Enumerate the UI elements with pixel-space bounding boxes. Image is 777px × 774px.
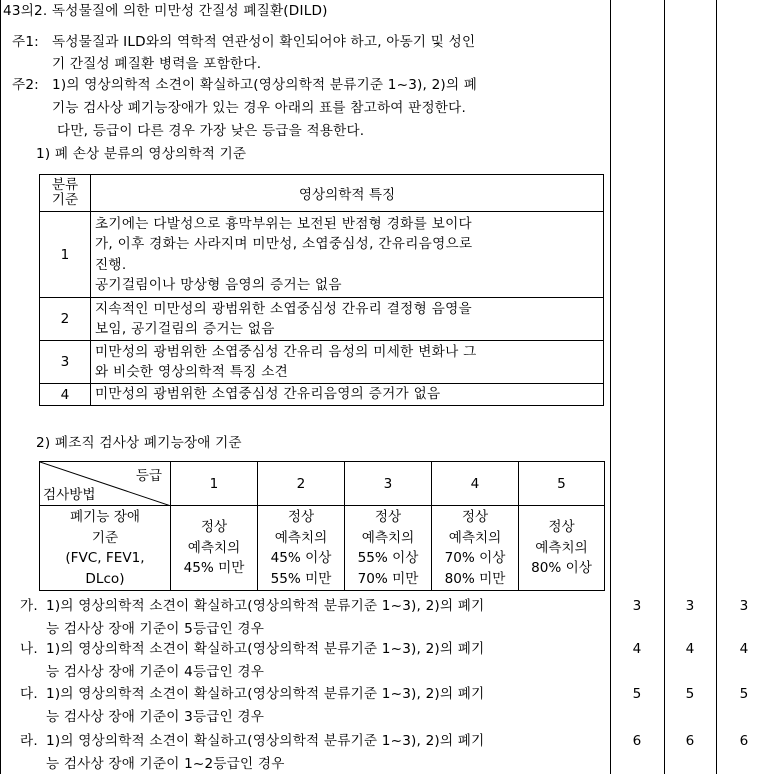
description-cell (91, 384, 604, 406)
row-label-cell (40, 506, 171, 591)
item-text-line: 능 검사상 장애 기준이 3등급인 경우 (46, 709, 265, 725)
criteria-line: 45% 이상 (270, 550, 332, 566)
criteria-row (40, 506, 605, 591)
item-text-line: 1)의 영상의학적 소견이 확실하고(영상의학적 분류기준 1~3), 2)의 폐기 (46, 641, 485, 657)
description-cell (91, 341, 604, 384)
description-line: 미만성의 광범위한 소엽중심성 간유리음영의 증거가 없음 (95, 386, 441, 403)
item-label: 가. (20, 598, 38, 614)
criteria-line: 정상 (200, 519, 228, 536)
header-text: 분류 (51, 177, 79, 193)
item-value: 3 (632, 598, 642, 614)
left-border (0, 0, 1, 774)
item-label: 다. (20, 686, 38, 702)
criteria-cell (171, 506, 258, 591)
note1-line: 기 간질성 폐질환 병력을 포함한다. (52, 56, 262, 72)
item-text-line: 능 검사상 장애 기준이 4등급인 경우 (46, 664, 265, 680)
criteria-cell (519, 506, 605, 591)
column-divider-3 (716, 0, 717, 774)
criteria-line: 예측치의 (187, 539, 241, 556)
note1-label: 주1: (12, 34, 39, 50)
criteria-line: 예측치의 (535, 539, 588, 556)
item-label: 라. (20, 733, 38, 749)
criteria-line: 70% 이상 (444, 550, 506, 566)
section1-title: 1) 폐 손상 분류의 영상의학적 기준 (36, 146, 247, 162)
criteria-line: 80% 이상 (531, 560, 592, 577)
note2-line: 다만, 등급이 다른 경우 가장 낮은 등급을 적용한다. (57, 123, 365, 139)
description-line: 초기에는 다발성으로 흉막부위는 보전된 반점형 경화를 보이다 (95, 215, 472, 232)
description-line: 미만성의 광범위한 소엽중심성 간유리 음성의 미세한 변화나 그 (95, 343, 477, 360)
criteria-cell (258, 506, 345, 591)
table-row (40, 341, 604, 384)
row-label-line: 폐기능 장애 (70, 509, 140, 525)
table-row (40, 212, 604, 298)
corner-grade-label: 등급 (135, 468, 162, 484)
criteria-line: 정상 (287, 509, 315, 525)
criteria-line: 45% 미만 (183, 560, 245, 577)
criteria-line: 55% 이상 (357, 550, 419, 566)
item-text-line: 능 검사상 장애 기준이 5등급인 경우 (46, 621, 265, 637)
description-cell (91, 298, 604, 341)
column-divider-1 (610, 0, 611, 774)
note2-line: 기능 검사상 폐기능장애가 있는 경우 아래의 표를 참고하여 판정한다. (52, 100, 466, 116)
row-label-line: 기준 (91, 529, 119, 546)
row-label-line: DLco) (85, 570, 125, 587)
note2-label: 주2: (12, 77, 39, 93)
radiology-criteria-table (39, 174, 604, 406)
item-value: 6 (739, 733, 749, 749)
grade-header: 5 (519, 462, 605, 506)
header-features: 영상의학적 특징 (91, 175, 604, 212)
description-line: 보임, 공기걸림의 증거는 없음 (95, 321, 275, 337)
table-row (40, 384, 604, 406)
item-value: 4 (739, 641, 749, 657)
item-value: 5 (632, 686, 642, 702)
description-line: 진행. (95, 256, 127, 273)
row-label-line: (FVC, FEV1, (65, 550, 145, 566)
diagonal-corner-cell (40, 462, 171, 506)
item-value: 4 (632, 641, 642, 657)
item-value: 4 (685, 641, 695, 657)
grade-header-row (40, 462, 605, 506)
note2-line: 1)의 영상의학적 소견이 확실하고(영상의학적 분류기준 1~3), 2)의 폐 (52, 77, 478, 93)
criteria-line: 80% 미만 (444, 570, 506, 587)
item-value: 5 (685, 686, 695, 702)
criteria-line: 정상 (374, 509, 402, 525)
lung-function-table (39, 461, 605, 591)
section2-title: 2) 폐조직 검사상 폐기능장애 기준 (36, 435, 242, 451)
grade-header: 1 (171, 462, 258, 506)
item-value: 5 (739, 686, 749, 702)
table-row (40, 298, 604, 341)
grade-header: 3 (345, 462, 432, 506)
criteria-line: 예측치의 (361, 529, 415, 546)
item-value: 3 (739, 598, 749, 614)
criteria-line: 70% 미만 (357, 570, 419, 587)
criteria-line: 예측치의 (274, 529, 328, 546)
item-label: 나. (20, 641, 38, 657)
grade-cell: 3 (40, 341, 91, 384)
item-text-line: 1)의 영상의학적 소견이 확실하고(영상의학적 분류기준 1~3), 2)의 폐기 (46, 686, 485, 702)
description-line: 와 비슷한 영상의학적 특징 소견 (95, 364, 289, 380)
criteria-line: 정상 (461, 509, 489, 525)
grade-header: 4 (432, 462, 519, 506)
description-cell (91, 212, 604, 298)
grade-header: 2 (258, 462, 345, 506)
section-heading: 43의2. 독성물질에 의한 미만성 간질성 폐질환(DILD) (3, 3, 328, 19)
description-line: 지속적인 미만성의 광범위한 소엽중심성 간유리 결정형 음영을 (95, 300, 472, 317)
grade-cell: 4 (40, 384, 91, 406)
criteria-cell (432, 506, 519, 591)
item-text-line: 능 검사상 장애 기준이 1~2등급인 경우 (46, 756, 285, 772)
criteria-line: 정상 (548, 519, 575, 536)
criteria-line: 예측치의 (448, 529, 502, 546)
grade-cell: 2 (40, 298, 91, 341)
item-value: 6 (632, 733, 642, 749)
header-text: 기준 (51, 192, 79, 208)
corner-method-label: 검사방법 (43, 487, 96, 503)
item-text-line: 1)의 영상의학적 소견이 확실하고(영상의학적 분류기준 1~3), 2)의 폐기 (46, 598, 485, 614)
criteria-line: 55% 미만 (270, 570, 332, 587)
item-value: 3 (685, 598, 695, 614)
item-text-line: 1)의 영상의학적 소견이 확실하고(영상의학적 분류기준 1~3), 2)의 폐기 (46, 733, 485, 749)
header-classification (40, 175, 91, 212)
grade-cell: 1 (40, 212, 91, 298)
note1-line: 독성물질과 ILD와의 역학적 연관성이 확인되어야 하고, 아동기 및 성인 (52, 34, 476, 50)
description-line: 공기걸림이나 망상형 음영의 증거는 없음 (95, 277, 342, 293)
item-value: 6 (685, 733, 695, 749)
description-line: 가, 이후 경화는 사라지며 미만성, 소엽중심성, 간유리음영으로 (95, 236, 473, 252)
table-header-row (40, 175, 604, 212)
criteria-cell (345, 506, 432, 591)
